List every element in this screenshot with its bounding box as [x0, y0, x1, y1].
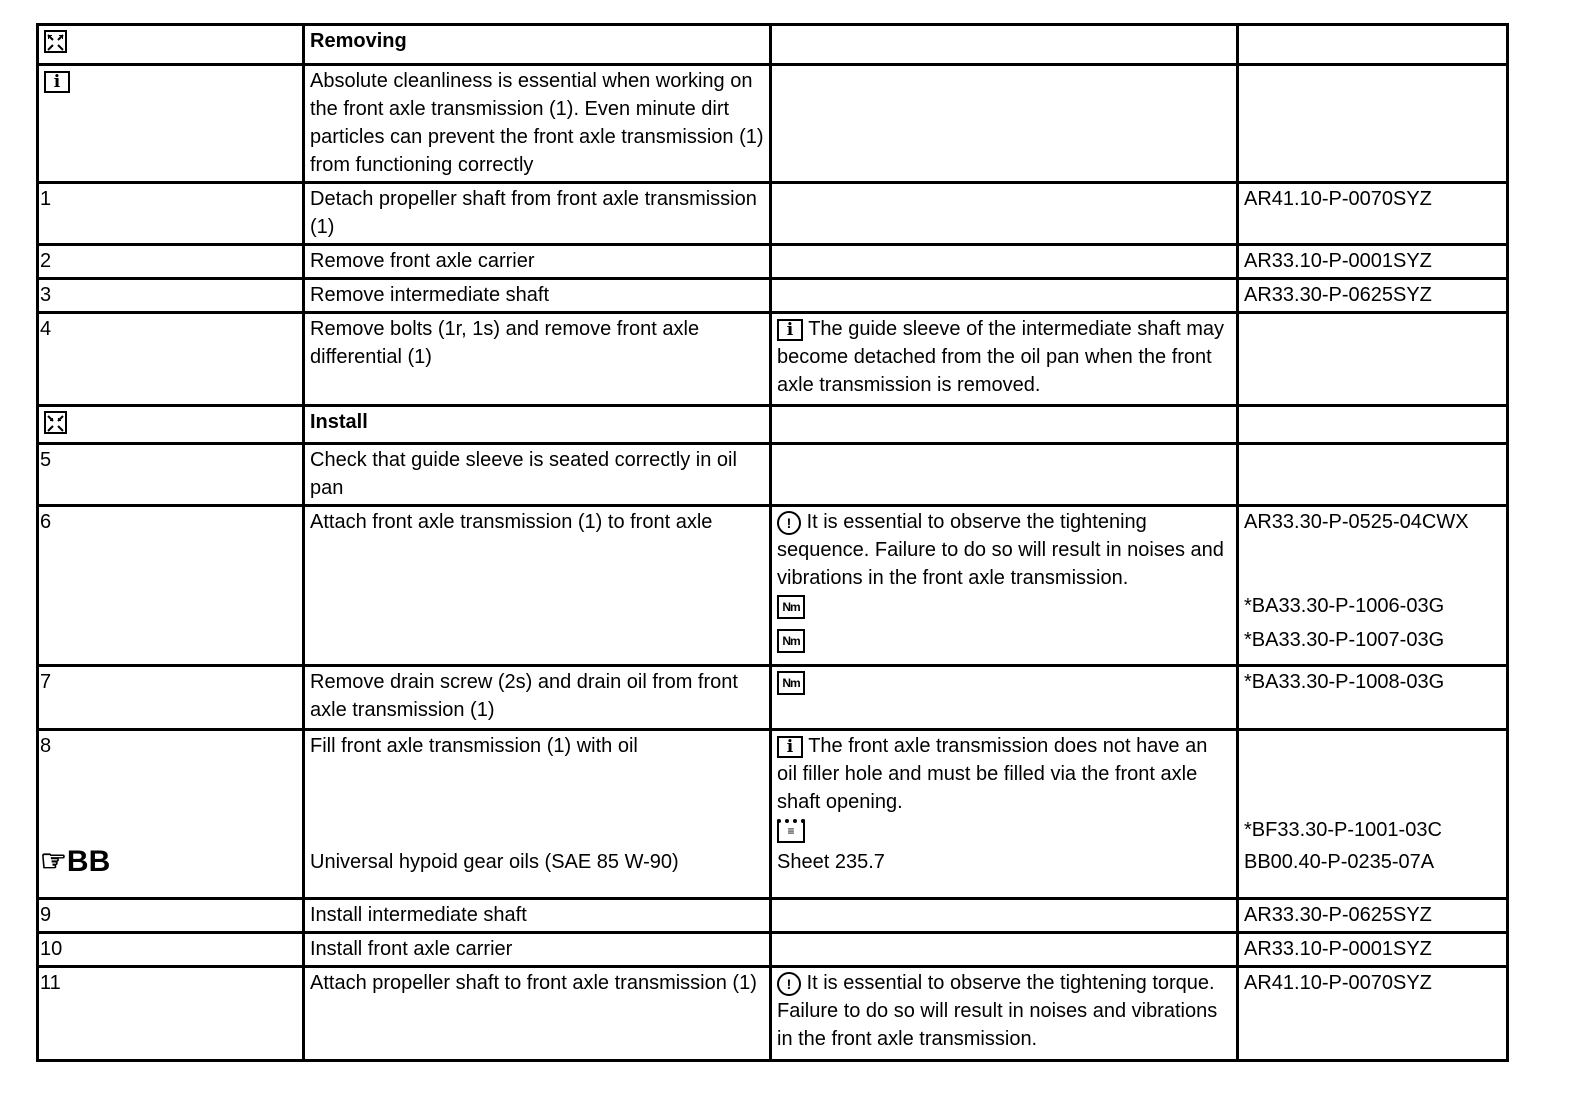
step-number: 3	[38, 279, 304, 313]
step-text: Install front axle carrier	[304, 933, 771, 967]
step-text: Remove front axle carrier	[304, 245, 771, 279]
warning-icon: !	[777, 511, 801, 535]
section-title-install: Install	[304, 406, 771, 444]
step-number: 4	[38, 313, 304, 406]
step-text: Attach front axle transmission (1) to front axle	[304, 506, 771, 666]
step-text: Remove bolts (1r, 1s) and remove front axle differential (1)	[304, 313, 771, 406]
table-row	[38, 506, 1508, 666]
torque-icon: Nm	[777, 595, 805, 619]
step-number: 2	[38, 245, 304, 279]
torque-icon: Nm	[777, 671, 805, 695]
step-note: It is essential to observe the tightening sequence. Failure to do so will result in noises and vibrations in the front axle transmission.	[777, 511, 1224, 589]
pointing-hand-icon: ☞	[40, 845, 67, 878]
step-number: 5	[38, 444, 304, 506]
step-number: 8	[40, 735, 52, 757]
table-row	[38, 730, 1508, 899]
table-row	[38, 65, 1508, 183]
step-reference: AR41.10-P-0070SYZ	[1238, 967, 1508, 1061]
step-note: The front axle transmission does not have an oil filler hole and must be filled via the front axle shaft opening.	[777, 735, 1208, 813]
procedure-table	[36, 23, 1509, 1062]
step-text: Fill front axle transmission (1) with oil	[310, 735, 638, 757]
table-row	[38, 899, 1508, 933]
step-reference: AR33.10-P-0001SYZ	[1238, 245, 1508, 279]
step-number: 6	[38, 506, 304, 666]
info-note: Absolute cleanliness is essential when working on the front axle transmission (1). Even minute dirt particles can prevent the front axle transmission (1) from functioning correctly	[304, 65, 771, 183]
removal-icon	[44, 30, 67, 53]
table-row	[38, 183, 1508, 245]
step-reference: AR33.10-P-0001SYZ	[1238, 933, 1508, 967]
info-icon: i	[777, 319, 803, 341]
bb-label: BB	[66, 845, 111, 878]
table-row	[38, 279, 1508, 313]
step-number: 10	[38, 933, 304, 967]
table-row	[38, 25, 1508, 65]
step-number: 9	[38, 899, 304, 933]
step-reference: AR41.10-P-0070SYZ	[1238, 183, 1508, 245]
torque-reference: *BA33.30-P-1006-03G	[1244, 595, 1445, 617]
step-number: 1	[38, 183, 304, 245]
table-row	[38, 933, 1508, 967]
install-icon	[44, 411, 67, 434]
table-row	[38, 967, 1508, 1061]
warning-icon: !	[777, 972, 801, 996]
table-row	[38, 406, 1508, 444]
step-text: Remove drain screw (2s) and drain oil from front axle transmission (1)	[304, 666, 771, 730]
info-icon: i	[44, 71, 70, 93]
oil-icon: ≡	[777, 819, 805, 843]
step-subreference: BB00.40-P-0235-07A	[1244, 851, 1435, 873]
step-note: It is essential to observe the tightening torque. Failure to do so will result in noises and vibrations in the front axle transmission.	[777, 972, 1218, 1050]
step-reference: AR33.30-P-0525-04CWX	[1244, 511, 1469, 533]
table-row	[38, 666, 1508, 730]
step-number: 7	[38, 666, 304, 730]
torque-reference: *BA33.30-P-1007-03G	[1244, 629, 1445, 651]
table-row	[38, 313, 1508, 406]
step-number: 11	[38, 967, 304, 1061]
step-reference: AR33.30-P-0625SYZ	[1238, 279, 1508, 313]
step-note: The guide sleeve of the intermediate shaft may become detached from the oil pan when the front axle transmission is removed.	[777, 318, 1224, 396]
section-title-removing: Removing	[304, 25, 771, 65]
step-text: Remove intermediate shaft	[304, 279, 771, 313]
step-reference: *BF33.30-P-1001-03C	[1244, 819, 1442, 841]
step-text: Install intermediate shaft	[304, 899, 771, 933]
step-subtext: Universal hypoid gear oils (SAE 85 W-90)	[310, 851, 679, 873]
step-reference: AR33.30-P-0625SYZ	[1238, 899, 1508, 933]
info-icon: i	[777, 736, 803, 758]
table-row	[38, 444, 1508, 506]
torque-icon: Nm	[777, 629, 805, 653]
step-reference: *BA33.30-P-1008-03G	[1238, 666, 1508, 730]
step-text: Attach propeller shaft to front axle transmission (1)	[304, 967, 771, 1061]
step-subnote: Sheet 235.7	[777, 851, 885, 873]
table-row	[38, 245, 1508, 279]
step-text: Detach propeller shaft from front axle transmission (1)	[304, 183, 771, 245]
step-text: Check that guide sleeve is seated correctly in oil pan	[304, 444, 771, 506]
